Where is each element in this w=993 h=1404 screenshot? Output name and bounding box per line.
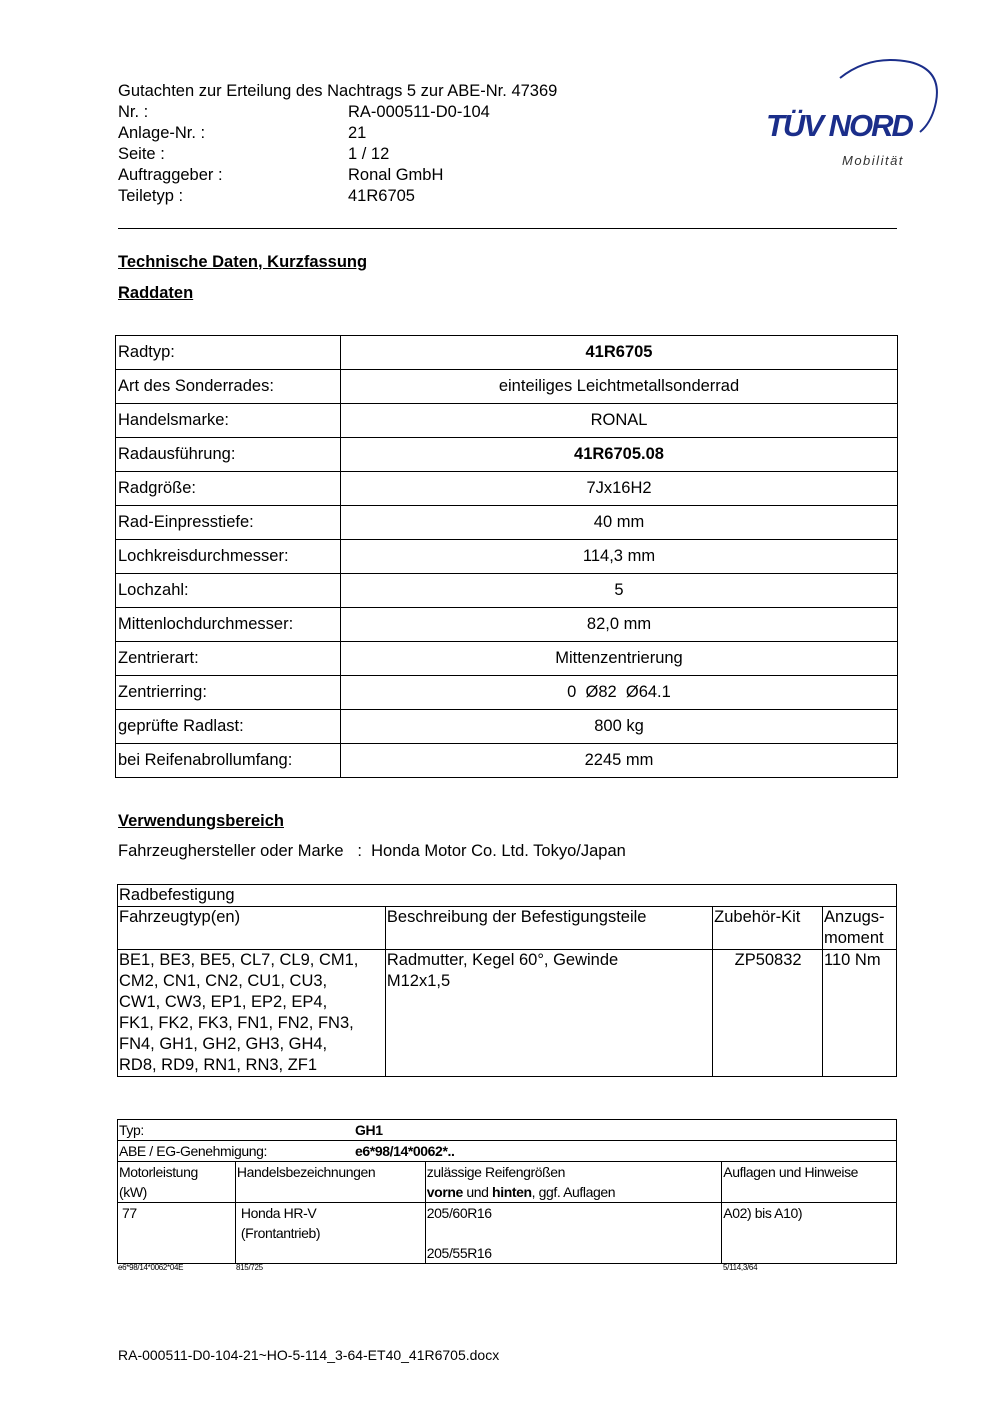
column-header-motor	[118, 1162, 236, 1203]
abe-value: e6*98/14*0062*..	[355, 1143, 455, 1159]
handel-cell	[235, 1203, 425, 1264]
raddaten-label: Radgröße:	[116, 472, 341, 506]
abe-label: ABE / EG-Genehmigung:	[119, 1143, 268, 1159]
type-line: CW1, CW3, EP1, EP2, EP4,	[119, 993, 328, 1011]
description-line: M12x1,5	[386, 972, 451, 990]
handel-line: (Frontantrieb)	[240, 1225, 321, 1241]
type-line: BE1, BE3, BE5, CL7, CL9, CM1,	[119, 951, 359, 969]
raddaten-value: 41R6705.08	[341, 438, 898, 472]
table-row	[116, 642, 898, 676]
section-verwendungsbereich: Verwendungsbereich	[118, 812, 284, 830]
beschreibung-cell	[385, 950, 712, 1077]
header-label: Auftraggeber :	[118, 166, 223, 184]
raddaten-label: Lochzahl:	[116, 574, 341, 608]
raddaten-value: 7Jx16H2	[341, 472, 898, 506]
header-label: Nr. :	[118, 103, 149, 121]
header-row-teiletyp	[118, 186, 415, 207]
header-row-auftraggeber	[118, 165, 443, 186]
typ-row	[118, 1120, 897, 1141]
small-note: 815/725	[236, 1263, 263, 1272]
reifen-line: 205/60R16	[426, 1205, 492, 1221]
logo-sub-text: Mobilität	[842, 153, 904, 168]
raddaten-label: Radausführung:	[116, 438, 341, 472]
type-line: RD8, RD9, RN1, RN3, ZF1	[119, 1056, 318, 1074]
table-row	[116, 438, 898, 472]
type-line: CM2, CN1, CN2, CU1, CU3,	[119, 972, 328, 990]
radbefestigung-table	[117, 884, 897, 1077]
reifen-line: 205/55R16	[426, 1245, 492, 1261]
header-line: moment	[824, 929, 884, 947]
table-row	[116, 608, 898, 642]
document-title: Gutachten zur Erteilung des Nachtrags 5 zur ABE-Nr. 47369	[118, 82, 558, 100]
header-line	[427, 1182, 721, 1202]
reifen-cell	[425, 1203, 721, 1264]
header-line: Motorleistung	[119, 1164, 198, 1180]
column-header: Beschreibung der Befestigungsteile	[385, 907, 712, 950]
section-technische-daten: Technische Daten, Kurzfassung	[118, 253, 368, 271]
tuv-nord-logo	[760, 56, 945, 176]
description-line: Radmutter, Kegel 60°, Gewinde	[386, 951, 619, 969]
table-row	[118, 950, 897, 1077]
type-line: FN4, GH1, GH2, GH3, GH4,	[119, 1035, 328, 1053]
table-row	[118, 1203, 897, 1264]
raddaten-label: Zentrierring:	[116, 676, 341, 710]
raddaten-label: Handelsmarke:	[116, 404, 341, 438]
section-raddaten: Raddaten	[118, 284, 194, 302]
handel-line: Honda HR-V	[240, 1205, 317, 1221]
header-row-nr	[118, 102, 490, 123]
header-value: 1 / 12	[348, 145, 390, 163]
raddaten-value: 114,3 mm	[341, 540, 898, 574]
table-row	[116, 744, 898, 778]
hersteller-value: Honda Motor Co. Ltd. Tokyo/Japan	[371, 842, 626, 860]
table-row	[116, 710, 898, 744]
auflagen-cell: A02) bis A10)	[722, 1203, 897, 1264]
column-header-reifen	[425, 1162, 721, 1203]
und-text: und	[462, 1184, 493, 1200]
raddaten-label: Rad-Einpresstiefe:	[116, 506, 341, 540]
raddaten-label: Art des Sonderrades:	[116, 370, 341, 404]
table-row	[116, 336, 898, 370]
table-row	[116, 404, 898, 438]
header-label: Anlage-Nr. :	[118, 124, 206, 142]
table-row	[116, 506, 898, 540]
raddaten-value: 41R6705	[341, 336, 898, 370]
hersteller-label: Fahrzeughersteller oder Marke	[118, 842, 344, 860]
small-note: 5/114,3/64	[723, 1263, 758, 1272]
typ-value: GH1	[355, 1122, 383, 1138]
fahrzeugtypen-cell	[118, 950, 386, 1077]
small-note: e6*98/14*0062*04E	[118, 1263, 184, 1272]
column-header: Fahrzeugtyp(en)	[118, 907, 386, 950]
header-row-anlage	[118, 123, 366, 144]
header-value: 21	[348, 124, 367, 142]
header-value: 41R6705	[348, 187, 415, 205]
raddaten-label: bei Reifenabrollumfang:	[116, 744, 341, 778]
torque-cell: 110 Nm	[823, 950, 897, 1077]
kit-cell: ZP50832	[713, 950, 823, 1077]
header-line: (kW)	[119, 1184, 147, 1200]
header-line: Anzugs-	[824, 908, 885, 926]
raddaten-label: Zentrierart:	[116, 642, 341, 676]
header-label: Teiletyp :	[118, 187, 184, 205]
hinten-text: hinten	[492, 1184, 532, 1200]
column-header: Zubehör-Kit	[713, 907, 823, 950]
header-line: zulässige Reifengrößen	[426, 1164, 566, 1180]
raddaten-value: 82,0 mm	[341, 608, 898, 642]
rest-text: , ggf. Auflagen	[531, 1184, 616, 1200]
raddaten-table	[115, 335, 898, 778]
type-line: FK1, FK2, FK3, FN1, FN2, FN3,	[119, 1014, 354, 1032]
kw-cell: 77	[118, 1203, 236, 1264]
column-header-torque	[823, 907, 897, 950]
typ-table	[117, 1119, 897, 1264]
raddaten-label: Lochkreisdurchmesser:	[116, 540, 341, 574]
raddaten-value: Mittenzentrierung	[341, 642, 898, 676]
typ-label: Typ:	[119, 1122, 144, 1138]
header-value: Ronal GmbH	[348, 166, 444, 184]
table-row	[116, 370, 898, 404]
raddaten-value: 2245 mm	[341, 744, 898, 778]
header-divider	[118, 228, 897, 229]
raddaten-value: 0 Ø82 Ø64.1	[341, 676, 898, 710]
header-label: Seite :	[118, 145, 165, 163]
table-row	[116, 574, 898, 608]
raddaten-value: RONAL	[341, 404, 898, 438]
abe-row	[118, 1141, 897, 1162]
raddaten-label: Mittenlochdurchmesser:	[116, 608, 341, 642]
raddaten-value: 40 mm	[341, 506, 898, 540]
vorne-text: vorne	[426, 1184, 463, 1200]
raddaten-label: Radtyp:	[116, 336, 341, 370]
table-row	[116, 676, 898, 710]
raddaten-value: 800 kg	[341, 710, 898, 744]
logo-brand-text: TÜV NORD	[766, 108, 912, 143]
table-row	[116, 472, 898, 506]
hersteller-separator: :	[357, 842, 362, 860]
radbefestigung-title: Radbefestigung	[118, 885, 897, 907]
column-header: Auflagen und Hinweise	[722, 1162, 897, 1203]
raddaten-value: 5	[341, 574, 898, 608]
column-header: Handelsbezeichnungen	[235, 1162, 425, 1203]
header-row-seite	[118, 144, 389, 165]
table-row	[116, 540, 898, 574]
raddaten-value: einteiliges Leichtmetallsonderrad	[341, 370, 898, 404]
raddaten-label: geprüfte Radlast:	[116, 710, 341, 744]
header-value: RA-000511-D0-104	[348, 103, 490, 121]
footer-filename: RA-000511-D0-104-21~HO-5-114_3-64-ET40_41R6705.docx	[118, 1347, 500, 1363]
hersteller-line	[118, 842, 626, 861]
